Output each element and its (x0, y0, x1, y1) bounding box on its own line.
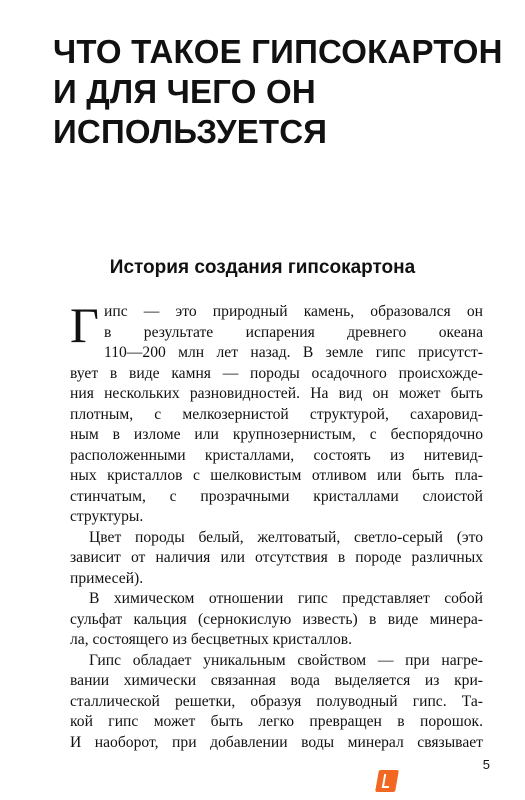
text-line: в результате испарения древнего океана (104, 323, 483, 341)
text-line: ла, состоящего из бесцветных кристаллов. (70, 631, 352, 648)
text-line: ния нескольких разновидностей. На вид он может быть (70, 385, 483, 402)
paragraph-3 (70, 589, 483, 651)
litres-logo-icon (375, 770, 399, 792)
section-title: История создания гипсокартона (109, 257, 416, 278)
text-line: 110—200 млн лет назад. В земле гипс присутст- (104, 344, 483, 361)
text-line: В химическом отношении гипс представляет собой (89, 590, 483, 607)
text-line: примесей). (70, 569, 144, 587)
text-line: Гипс обладает уникальным свойством — при нагре- (89, 651, 483, 669)
paragraph-2 (70, 528, 483, 590)
paragraph-4 (70, 651, 483, 754)
text-line: сталлической решетки, образуя полуводный гипс. Та- (70, 692, 483, 710)
text-line: вании химически связанная вода выделяется из кри- (70, 672, 483, 689)
text-line: плотным, с мелкозернистой структурой, сахаровид- (70, 405, 483, 423)
chapter-title-line: ЧТО ТАКОЕ ГИПСОКАРТОН (53, 33, 503, 70)
text-line: зависит от наличия или отсутствия в породе различных (70, 549, 483, 566)
paragraph-1 (70, 297, 483, 528)
text-line: вует в виде камня — породы осадочного происхожде- (70, 364, 483, 382)
text-line: кой гипс может быть легко превращен в порошок. (70, 713, 483, 730)
text-line: структуры. (70, 508, 144, 525)
text-line: И наоборот, при добавлении воды минерал связывает (70, 733, 483, 751)
body-text (70, 297, 483, 753)
text-line: ных кристаллов с шелковистым отливом или быть пла- (70, 467, 483, 484)
text-line: ипс — это природный камень, образовался он (104, 303, 483, 320)
text-line: расположенными кристаллами, состоять из нитевид- (70, 446, 483, 464)
chapter-title (53, 32, 503, 152)
text-line: стинчатым, с прозрачными кристаллами слоистой (70, 487, 483, 505)
text-line: ным в изломе или крупнозернистым, с беспорядочно (70, 426, 483, 443)
page-number: 5 (482, 757, 490, 772)
chapter-title-line: ИСПОЛЬЗУЕТСЯ (53, 113, 328, 150)
text-line: Цвет породы белый, желтоватый, светло-серый (это (89, 528, 483, 546)
chapter-title-line: И ДЛЯ ЧЕГО ОН (53, 73, 316, 110)
drop-cap: Г (70, 297, 99, 353)
text-line: сульфат кальция (сернокислую известь) в виде минера- (70, 610, 483, 628)
